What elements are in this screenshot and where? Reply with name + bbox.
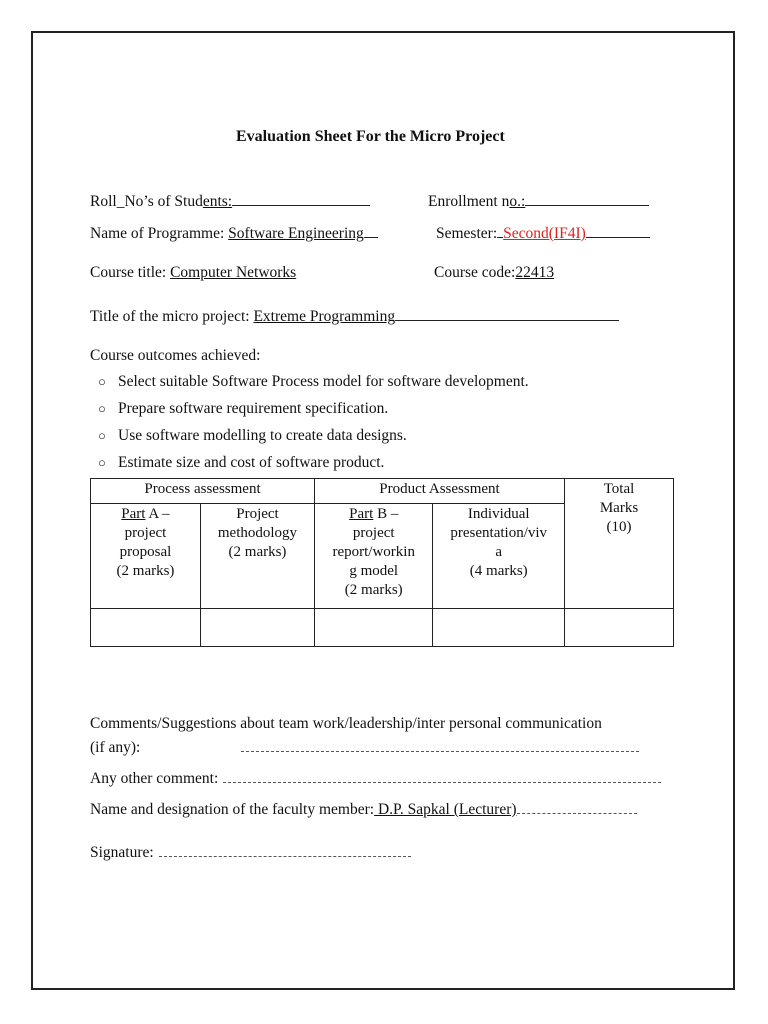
circle-bullet-icon: ○ bbox=[98, 374, 106, 389]
total-marks-cell[interactable] bbox=[565, 609, 674, 647]
roll-label-underlined: ents: bbox=[202, 193, 233, 210]
process-assessment-header: Process assessment bbox=[91, 479, 315, 504]
part-b-line: report/workin bbox=[332, 544, 415, 560]
programme-blank-line bbox=[364, 223, 378, 238]
comments-label-2: (if any): bbox=[90, 739, 141, 756]
roll-blank-line bbox=[232, 191, 370, 206]
circle-bullet-icon: ○ bbox=[98, 455, 106, 470]
project-title-blank-line bbox=[395, 306, 619, 321]
methodology-header bbox=[200, 504, 314, 609]
course-code-field bbox=[434, 264, 554, 282]
project-title-label: Title of the micro project: bbox=[90, 308, 254, 325]
course-code-label: Course code: bbox=[434, 264, 516, 281]
outcomes-label: Course outcomes achieved: bbox=[90, 347, 261, 364]
outcome-text: Prepare software requirement specification. bbox=[118, 400, 389, 417]
course-code-value: 22413 bbox=[515, 264, 555, 281]
programme-value: Software Engineering bbox=[228, 225, 364, 242]
semester-value: Second(IF4I) bbox=[503, 225, 586, 242]
total-marks-header bbox=[565, 479, 674, 609]
outcome-text: Use software modelling to create data designs. bbox=[118, 427, 407, 444]
list-item bbox=[90, 449, 529, 476]
programme-field bbox=[90, 223, 378, 243]
part-b-title bbox=[317, 505, 430, 524]
methodology-line: Project bbox=[236, 506, 279, 522]
semester-blank-line bbox=[586, 223, 650, 238]
methodology-line: methodology bbox=[217, 525, 298, 541]
document-title: Evaluation Sheet For the Micro Project bbox=[236, 128, 505, 145]
part-a-line: project bbox=[124, 525, 167, 541]
faculty-value: D.P. Sapkal (Lecturer) bbox=[374, 801, 517, 818]
part-b-marks-cell[interactable] bbox=[315, 609, 433, 647]
list-item bbox=[90, 395, 529, 422]
other-comment-field bbox=[90, 768, 661, 788]
enrollment-blank-line bbox=[525, 191, 649, 206]
faculty-blank-line[interactable] bbox=[517, 799, 637, 814]
part-b-line: (2 marks) bbox=[344, 582, 403, 598]
other-comment-blank-line[interactable] bbox=[223, 768, 661, 783]
outcome-text: Select suitable Software Process model for software development. bbox=[118, 373, 529, 390]
comments-field bbox=[90, 737, 639, 757]
part-b-line: g model bbox=[349, 563, 399, 579]
outcomes-list bbox=[90, 368, 529, 476]
total-line: (10) bbox=[606, 519, 632, 535]
part-b-u: Part bbox=[349, 506, 374, 522]
course-title-label: Course title: bbox=[90, 264, 171, 281]
comments-blank-line[interactable] bbox=[241, 737, 639, 752]
individual-line: presentation/viv bbox=[450, 525, 548, 541]
project-title-field bbox=[90, 306, 619, 326]
part-a-rest: A – bbox=[145, 506, 170, 522]
faculty-field bbox=[90, 799, 637, 819]
faculty-label: Name and designation of the faculty member: bbox=[90, 801, 375, 818]
individual-line: a bbox=[495, 544, 503, 560]
methodology-line: (2 marks) bbox=[228, 544, 287, 560]
enrollment-label: Enrollment n bbox=[428, 193, 510, 210]
circle-bullet-icon: ○ bbox=[98, 428, 106, 443]
part-a-marks-cell[interactable] bbox=[91, 609, 201, 647]
list-item bbox=[90, 368, 529, 395]
comments-label: Comments/Suggestions about team work/leadership/inter personal communication bbox=[90, 715, 602, 732]
signature-blank-line[interactable] bbox=[159, 842, 411, 857]
part-a-line: proposal bbox=[119, 544, 172, 560]
roll-label: Roll_No’s of Stud bbox=[90, 193, 203, 210]
part-a-header bbox=[91, 504, 201, 609]
list-item bbox=[90, 422, 529, 449]
total-line: Marks bbox=[599, 500, 639, 516]
signature-label: Signature: bbox=[90, 844, 154, 861]
roll-number-field bbox=[90, 191, 370, 211]
table-row bbox=[91, 609, 674, 647]
project-title-value: Extreme Programming bbox=[253, 308, 396, 325]
individual-marks-cell[interactable] bbox=[433, 609, 565, 647]
outcome-text: Estimate size and cost of software product. bbox=[118, 454, 385, 471]
part-a-u: Part bbox=[121, 506, 146, 522]
individual-line: (4 marks) bbox=[469, 563, 528, 579]
part-b-line: project bbox=[352, 525, 395, 541]
total-line: Total bbox=[603, 481, 635, 497]
signature-field bbox=[90, 842, 411, 862]
individual-line: Individual bbox=[467, 506, 530, 522]
programme-label: Name of Programme: bbox=[90, 225, 229, 242]
enrollment-label-underlined: o.: bbox=[509, 193, 526, 210]
circle-bullet-icon: ○ bbox=[98, 401, 106, 416]
enrollment-field bbox=[428, 191, 649, 211]
semester-label: Semester: bbox=[436, 225, 498, 242]
course-title-field bbox=[90, 264, 296, 282]
other-comment-label: Any other comment: bbox=[90, 770, 219, 787]
part-a-title bbox=[93, 505, 198, 524]
assessment-table bbox=[90, 478, 674, 647]
part-b-rest: B – bbox=[373, 506, 399, 522]
part-b-header bbox=[315, 504, 433, 609]
course-title-value: Computer Networks bbox=[170, 264, 297, 281]
product-assessment-header: Product Assessment bbox=[315, 479, 565, 504]
methodology-marks-cell[interactable] bbox=[200, 609, 314, 647]
part-a-line: (2 marks) bbox=[116, 563, 175, 579]
semester-field bbox=[436, 223, 650, 243]
individual-header bbox=[433, 504, 565, 609]
